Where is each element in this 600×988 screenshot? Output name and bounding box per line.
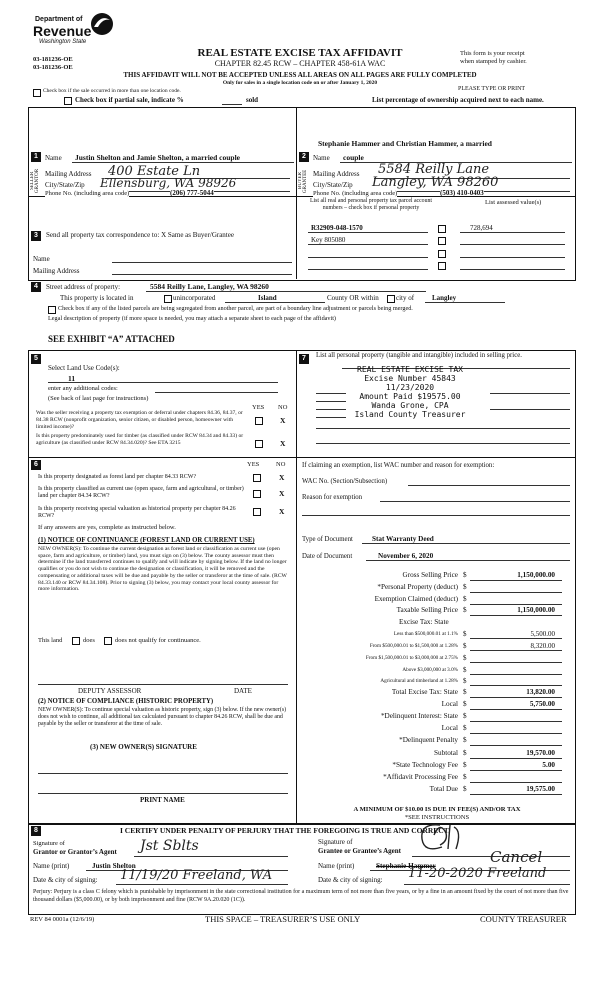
delinq-pen-label: *Delinquent Penalty [399,736,458,744]
parcel-3-personal-checkbox[interactable] [438,250,446,258]
parcel-3-value-line [460,257,565,258]
subtotal-value: 19,570.00 [526,749,555,757]
buyer-city-label: City/State/Zip [313,181,353,189]
receipt-note-1: This form is your receipt [460,50,525,57]
section-3-divider [296,196,297,279]
assessor-sig-line [38,684,288,685]
buyer-side-label: BUYER GRANTEE [298,169,308,193]
sec5-no-header: NO [278,404,288,411]
delinq-int-dollar: $ [463,712,467,720]
tier5-label: Agricultural and timberland at 1.28% [380,678,458,684]
affidavit-fee-line [470,782,562,783]
does-not-label: does not qualify for continuance. [115,637,201,644]
sec3-name-label: Name [33,255,50,263]
doc-type-label: Type of Document [302,536,353,543]
grantee-date-city: 11-20-2020 Freeland [408,866,547,881]
sec6-q1-answer: X [279,473,285,482]
grantor-date-line [116,884,288,885]
doc-type: Stat Warranty Deed [372,535,434,543]
doc-type-line [362,543,570,544]
city-line [425,302,505,303]
section-4-number: 4 [31,282,41,292]
local-line [470,709,562,710]
only-sales-note: Only for sales in a single location code on or after January 1, 2020 [222,80,378,86]
notice-2-title: (2) NOTICE OF COMPLIANCE (HISTORIC PROPERTY) [38,698,214,705]
section-5-number: 5 [31,354,41,364]
additional-codes-line [155,392,278,393]
sec3-name-line [112,262,292,263]
multi-location-checkbox[interactable] [33,89,41,97]
seller-phone: (206) 777-5044 [170,189,214,197]
sec6-q2: Is this property classified as current use (open space, farm and agricultural, or timber) land per chapter 84.34 RCW? [38,486,244,499]
deputy-assessor-label: DEPUTY ASSESSOR [78,687,142,695]
date-label: DATE [234,687,252,695]
sig-label-right: Signature of [318,838,353,846]
seller-side-label: SELLER GRANTOR [30,168,40,194]
subtotal-dollar: $ [463,749,467,757]
print-name-label: PRINT NAME [140,796,185,804]
stamp-line-6: Island County Treasurer [354,410,466,419]
local2-dollar: $ [463,724,467,732]
grantee-name: Stephanie Hammer [376,862,436,870]
land-use-code: 11 [68,374,76,383]
street-label: Street address of property: [46,283,121,291]
buyer-phone: (503) 410-0403 [440,189,484,197]
grantee-label: Grantee or Grantee’s Agent [318,847,402,855]
parcel-2-value-line [460,244,565,245]
tier1-dollar: $ [463,630,467,638]
city-of-label: city of [396,294,415,302]
footer-rev: REV 84 0001a (12/6/19) [30,916,95,923]
parcel-4-line [308,269,428,270]
buyer-phone-label-row: Phone No. (including area code) [313,190,398,197]
section-5-7-divider [296,350,297,823]
partial-sale-checkbox[interactable] [64,97,72,105]
seller-phone-label-row: Phone No. (including area code) [45,190,130,197]
sec6-if-yes: If any answers are yes, complete as instructed below. [38,524,176,531]
total-excise-dollar: $ [463,688,467,696]
sec6-q3: Is this property receiving special valuation as historical property per chapter 84.26 RCW? [38,506,236,519]
grantor-signature: Jst Sblts [140,838,199,854]
receipt-note-2: when stamped by cashier. [460,58,527,65]
grantee-date-line [404,884,570,885]
local-value: 5,750.00 [529,700,555,708]
exemption-label: If claiming an exemption, list WAC number and reason for exemption: [302,462,495,469]
sec6-q2-answer: X [279,489,285,498]
sig-label-left: Signature of [33,840,65,847]
treasurer-stamp [330,365,490,419]
perjury-notice: Perjury: Perjury is a class C felony which is punishable by imprisonment in the state correctional institution for a maximum term of not more than five years, or by a fine in an amount fixed by the court of not more than five thousand dollars ($5,000.00), or by both imprisonment and fine (RCW 9A.20.020 (1C)). [33,889,569,903]
total-due-dollar: $ [463,785,467,793]
total-excise-value: 13,820.00 [526,688,555,696]
taxable-label: Taxable Selling Price [396,606,458,614]
delinq-int-label: *Delinquent Interest: State [380,712,458,720]
tier3-dollar: $ [463,654,467,662]
city-name: Langley [432,294,457,302]
tier3-line [470,662,562,663]
parcel-2-line [308,244,428,245]
tier4-label: Above $3,000,000 at 3.0% [402,667,458,673]
delinq-pen-dollar: $ [463,736,467,744]
parcel-2-personal-checkbox[interactable] [438,237,446,245]
legal-label: Legal description of property (if more space is needed, you may attach a separate sheet to each page of the affidavit) [48,315,336,322]
personal-line [470,592,562,593]
reason-label: Reason for exemption [302,494,363,501]
sec5-q1: Was the seller receiving a property tax exemption or deferral under chapters 84.36, 84.37, or 84.38 RCW (nonprofit organization, senior citizen, or disabled person, homeowner with limited income)? [36,410,243,430]
date-city-label-l: Date & city of signing: [33,876,98,884]
total-due-value: 19,575.00 [526,785,555,793]
tier2-dollar: $ [463,642,467,650]
county-name: Island [258,294,277,302]
grantor-sig-line [134,856,288,857]
gross-value: 1,150,000.00 [517,571,555,579]
segregated-label: Check box if any of the listed parcels are being segregated from another parcel, are part of a boundary line adjustment or parcels being merged. [58,305,413,312]
local-label: Local [441,700,458,708]
pp-line-4 [316,409,346,410]
sec5-q2: Is this property predominately used for timber (as classified under RCW 84.34 and 84.33) or agriculture (as classified under RCW 84.34.020)? See ETA 3215 [36,433,244,446]
segregated-checkbox[interactable] [48,306,56,314]
sec5-q2-answer: X [280,439,286,448]
tier1-label: Less than $500,000.01 at 1.1% [393,631,458,637]
section-1-2-divider [296,107,297,196]
pp-line-9 [316,443,570,444]
seller-name: Justin Shelton and Jamie Shelton, a married couple [75,153,241,162]
parcel-3-line [308,257,428,258]
personal-dollar: $ [463,583,467,591]
footer-county: COUNTY TREASURER [480,914,567,924]
new-owner-signature: (3) NEW OWNER(S) SIGNATURE [90,743,197,751]
grantee-name-handwritten: Cancel [490,848,543,866]
personal-property-label: List all personal property (tangible and intangible) included in selling price. [316,352,522,359]
county-line [225,302,325,303]
name-print-label-r: Name (print) [318,862,355,870]
buyer-mailing: 5584 Reilly Lane [378,162,490,177]
excise-state-label: Excise Tax: State [399,618,449,626]
affidavit-fee-label: *Affidavit Processing Fee [383,773,458,781]
footer-space: THIS SPACE – TREASURER’S USE ONLY [205,914,361,924]
taxable-line [470,615,562,616]
tier5-dollar: $ [463,677,467,685]
list-percentage: List percentage of ownership acquired next to each name. [372,96,544,104]
local2-line [470,733,562,734]
city-checkbox[interactable] [387,295,395,303]
form-title: REAL ESTATE EXCISE TAX AFFIDAVIT [197,47,403,59]
sec5-q2-yes-checkbox[interactable] [255,440,263,448]
exhibit-a: SEE EXHIBIT “A” ATTACHED [48,334,175,344]
land-use-line [48,382,278,383]
buyer-mailing-label: Mailing Address [313,170,360,178]
please-type: PLEASE TYPE OR PRINT [458,86,526,92]
seller-mailing: 400 Estate Ln [108,164,201,179]
this-land-label: This land [38,637,63,644]
buyer-name-label: Name [313,154,330,162]
parcel-1-line [308,232,428,233]
tier2-line [470,650,562,651]
section-7-number: 7 [299,354,309,364]
exemption-line [470,604,562,605]
stamp-line-3: 11/23/2020 [385,383,435,392]
reason-line-2 [302,515,570,516]
grantor-name: Justin Shelton [92,862,136,870]
taxable-dollar: $ [463,606,467,614]
sec3-mailing-label: Mailing Address [33,267,80,275]
section-8-number: 8 [31,826,41,836]
notice-1-body: NEW OWNER(S): To continue the current designation as forest land or classification as current use (open space, farm and agriculture, or timber) land, you must sign on (3) below. The county assessor must then determine if the land transferred continues to qualify and will indicate by signing below. If the land no longer qualifies or you do not wish to continue the designation or classification, it will be removed and the compensating or additional taxes will be due and payable by the seller or transferor at the time of sale. (RCW 84.33.140 or RCW 84.34.108). Prior to signing (3) below, you may contact your local county assessor for more information. [38,546,287,593]
parcel-1-value-line [460,232,565,233]
certify: I CERTIFY UNDER PENALTY OF PERJURY THAT THE FOREGOING IS TRUE AND CORRECT. [120,826,451,835]
sec6-q3-answer: X [279,507,285,516]
new-owner-sig-line [38,773,288,774]
name-print-label-l: Name (print) [33,862,70,870]
sec6-q2-yes-checkbox[interactable] [253,490,261,498]
parcel-2: Key 805080 [311,236,346,244]
personal-deduct-label: *Personal Property (deduct) [377,583,458,591]
form-subtitle: CHAPTER 82.45 RCW – CHAPTER 458-61A WAC [214,59,386,68]
date-city-label-r: Date & city of signing: [318,876,383,884]
delinq-int-line [470,721,562,722]
tech-fee-value: 5.00 [542,761,555,769]
seller-mailing-label: Mailing Address [45,170,92,178]
pp-line-3 [316,401,346,402]
tier4-line [470,674,562,675]
section-6-number: 6 [31,460,41,470]
grantor-label: Grantor or Grantor’s Agent [33,848,117,856]
does-checkbox[interactable] [72,637,80,645]
total-due-label: Total Due [429,785,458,793]
parcel-1-value: 728,694 [470,224,493,232]
tier4-dollar: $ [463,666,467,674]
ref-number-2: 03-181236-OE [33,64,73,71]
total-due-line [470,794,562,795]
sec5-yes-header: YES [252,404,265,411]
total-excise-line [470,697,562,698]
assessed-header: List assessed value(s) [485,199,542,206]
wac-label: WAC No. (Section/Subsection) [302,478,388,485]
parcel-1-personal-checkbox[interactable] [438,225,446,233]
stamp-line-4: Amount Paid $19575.00 [359,392,461,401]
pp-line-6 [490,393,570,394]
wac-line [408,485,570,486]
tier5-line [470,685,562,686]
buyer-city: Langley, WA 98260 [372,175,499,190]
sold-label: sold [246,96,259,104]
section-1-number: 1 [31,152,41,162]
section-5-6-divider [28,457,575,458]
tier3-label: From $1,500,000.01 to $3,000,000 at 2.75% [365,655,458,661]
delinq-pen-line [470,745,562,746]
county-label: County OR within [327,294,379,302]
parcel-1: R32909-048-1570 [311,224,363,232]
sec6-no-header: NO [276,461,286,468]
seller-city-label: City/State/Zip [45,181,85,189]
parcel-header: List all real and personal property tax parcel account numbers – check box if personal property [309,198,432,211]
tier2-value: 8,320.00 [530,642,555,650]
local-dollar: $ [463,700,467,708]
grantee-signature [410,819,470,857]
print-name-line [38,793,288,794]
tech-fee-label: *State Technology Fee [392,761,458,769]
land-use-label: Select Land Use Code(s): [48,364,120,372]
exemption-dollar: $ [463,595,467,603]
subtotal-label: Subtotal [434,749,458,757]
stamp-line-5: Wanda Grone, CPA [371,401,449,410]
total-excise-label: Total Excise Tax: State [391,688,458,696]
gross-line [470,580,562,581]
tier1-value: 5,500.00 [530,630,555,638]
logo-swoosh-icon [89,12,115,36]
does-not-checkbox[interactable] [104,637,112,645]
sec6-q3-yes-checkbox[interactable] [253,508,261,516]
additional-codes-label: enter any additional codes: [48,385,118,392]
logo-name: Revenue [33,23,92,39]
notice-1-title: (1) NOTICE OF CONTINUANCE (FOREST LAND OR CURRENT USE) [38,537,255,544]
stamp-line-2: Excise Number 45843 [364,374,456,383]
tier2-label: From $500,000.01 to $1,500,000 at 1.28% [369,643,458,649]
parcel-4-personal-checkbox[interactable] [438,262,446,270]
gross-dollar: $ [463,571,467,579]
does-label: does [83,637,95,644]
subtotal-line [470,758,562,759]
section-2-number: 2 [299,152,309,162]
minimum-notice: A MINIMUM OF $10.00 IS DUE IN FEE(S) AND/OR TAX [353,806,521,813]
sec5-q1-yes-checkbox[interactable] [255,417,263,425]
stamp-line-1: REAL ESTATE EXCISE TAX [357,365,463,374]
tech-fee-dollar: $ [463,761,467,769]
pp-line-5 [316,417,346,418]
section-3-number: 3 [31,231,41,241]
parcel-4-value-line [460,269,565,270]
tier1-line [470,638,562,639]
form-notice: THIS AFFIDAVIT WILL NOT BE ACCEPTED UNLESS ALL AREAS ON ALL PAGES ARE FULLY COMPLETED [123,71,477,79]
pp-line-2 [316,393,346,394]
seller-name-line [72,162,294,163]
partial-sale-label: Check box if partial sale, indicate % [75,96,184,104]
doc-date-label: Date of Document [302,553,353,560]
unincorporated-label: unincorporated [173,294,216,302]
taxable-value: 1,150,000.00 [517,606,555,614]
tech-fee-line [470,770,562,771]
buyer-name-line2: couple [343,153,364,162]
see-instructions: *SEE INSTRUCTIONS [404,814,470,821]
street-address: 5584 Reilly Lane, Langley, WA 98260 [150,282,269,291]
pp-line-7 [490,409,570,410]
multi-location-label: Check box if the sale occurred in more than one location code. [43,88,181,94]
gross-label: Gross Selling Price [402,571,458,579]
exemption-claimed-label: Exemption Claimed (deduct) [374,595,458,603]
revenue-logo [33,12,123,46]
doc-date: November 6, 2020 [378,552,434,560]
see-back-label: (See back of last page for instructions) [48,395,149,402]
located-label: This property is located in [60,294,134,302]
sec6-q1: Is this property designated as forest land per chapter 84.33 RCW? [38,474,197,480]
local2-label: Local [441,724,458,732]
reason-line-1 [380,501,570,502]
sec6-q1-yes-checkbox[interactable] [253,474,261,482]
affidavit-fee-dollar: $ [463,773,467,781]
ref-number-1: 03-181236-OE [33,56,73,63]
sec6-yes-header: YES [247,461,260,468]
street-line [146,291,426,292]
sec5-q1-answer: X [280,416,286,425]
buyer-name-line1: Stephanie Hammer and Christian Hammer, a married [318,139,492,148]
grantor-date-city: 11/19/20 Freeland, WA [120,868,273,883]
pp-line-8 [316,428,570,429]
doc-date-line [366,560,570,561]
logo-dept: Department of [35,16,83,23]
sec3-label: Send all property tax correspondence to: X Same as Buyer/Grantee [46,231,234,239]
unincorporated-checkbox[interactable] [164,295,172,303]
logo-state: Washington State [39,39,87,45]
notice-2-body: NEW OWNER(S): To continue special valuation as historic property, sign (3) below. If the new owner(s) does not wish to continue, all additional tax calculated pursuant to chapter 84.26 RCW, shall be due and payable by the seller or transferor at the time of sale. [38,707,287,727]
seller-city: Ellensburg, WA 98926 [100,176,237,190]
sec3-mailing-line [112,274,292,275]
partial-sale-pct-line [222,104,242,105]
seller-name-label: Name [45,154,62,162]
